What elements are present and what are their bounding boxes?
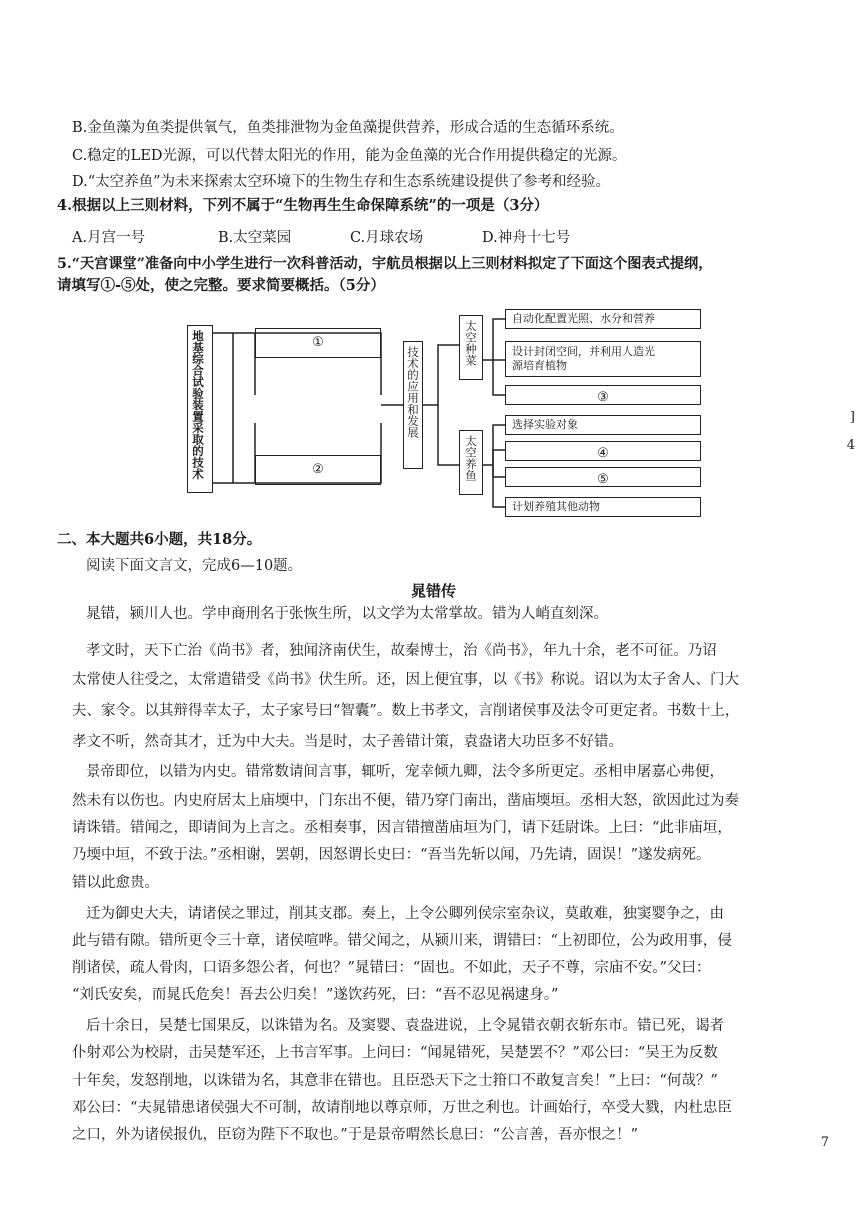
- q4-option-c: C.月球农场: [350, 230, 424, 246]
- q5-stem-line2: 请填写①-⑤处，使之完整。要求简要概括。（5分）: [57, 277, 385, 294]
- passage-line: 夫、家令。以其辩得幸太子，太子家号曰“智囊”。数上书孝文，言削诸侯事及法令可更定者。书数十上，: [72, 703, 740, 719]
- diagram-blank-4: [505, 441, 701, 461]
- q5-stem-line1: 5.“天宫课堂”准备向中小学生进行一次科普活动，宇航员根据以上三则材料拟定了下面这个图表式提纲，: [57, 256, 713, 272]
- diagram-blank-4-label: ④: [597, 446, 609, 461]
- passage-line: 邓公曰：“夫晁错患诸侯强大不可制，故请削地以尊京师，万世之利也。计画始行，卒受大戮，内杜忠臣: [72, 1100, 732, 1116]
- diagram-top-item-1-label: 自动化配置光照、水分和营养: [512, 312, 655, 325]
- passage-line: 削诸侯，疏人骨肉，口语多怨公者，何也？”晁错曰：“固也。不如此，天子不尊，宗庙不安。”父曰：: [72, 960, 711, 976]
- diagram-branch-bottom: [459, 430, 483, 495]
- q3-option-c: C.稳定的LED光源，可以代替太阳光的作用，能为金鱼藻的光合作用提供稳定的光源。: [72, 148, 627, 164]
- outline-diagram: [183, 305, 703, 520]
- diagram-branch-top: [459, 315, 483, 380]
- q4-option-a: A.月宫一号: [72, 230, 146, 246]
- page-number: 7: [820, 1135, 829, 1150]
- passage-line: 后十余日，吴楚七国果反，以诛错为名。及窦婴、袁盎进说，上令晁错衣朝衣斩东市。错已死，谒者: [86, 1018, 724, 1034]
- section2-instruction: 阅读下面文言文，完成6—10题。: [86, 558, 303, 574]
- passage-line: 之口，外为诸侯报仇，臣窃为陛下不取也。”于是景帝喟然长息曰：“公言善，吾亦恨之！”: [72, 1127, 638, 1143]
- q4-stem: 4.根据以上三则材料，下列不属于“生物再生生命保障系统”的一项是（3分）: [57, 197, 549, 214]
- passage-title: 晁错传: [410, 582, 456, 600]
- passage-line: “刘氏安矣，而晁氏危矣！吾去公归矣！”遂饮药死，曰：“吾不忍见祸逮身。”: [72, 987, 559, 1003]
- diagram-blank-5-label: ⑤: [597, 472, 609, 487]
- diagram-blank-5: [505, 467, 701, 487]
- diagram-center-label: 技术的应用和发展: [406, 346, 420, 438]
- q3-option-b: B.金鱼藻为鱼类提供氧气，鱼类排泄物为金鱼藻提供营养，形成合适的生态循环系统。: [72, 120, 624, 136]
- passage-line: 仆射邓公为校尉，击吴楚军还，上书言军事。上问曰：“闻晁错死，吴楚罢不？”邓公曰：“吴王为反数: [72, 1045, 718, 1061]
- passage-line: 错以此愈贵。: [72, 875, 159, 891]
- edge-mark: 4: [846, 438, 855, 453]
- diagram-blank-3: [505, 385, 701, 405]
- passage-line: 此与错有隙。错所更令三十章，诸侯喧哗。错父闻之，从颍川来，谓错曰：“上初即位，公为政用事，侵: [72, 933, 732, 949]
- passage-line: 孝文时，天下亡治《尚书》者，独闻济南伏生，故秦博士，治《尚书》，年九十余，老不可征。乃诏: [86, 643, 717, 659]
- diagram-bottom-item-1-label: 选择实验对象: [512, 418, 578, 431]
- edge-mark: ]: [849, 410, 855, 425]
- passage-line: 太常使人往受之，太常遣错受《尚书》伏生所。还，因上便宜事，以《书》称说。诏以为太子舍人、门大: [72, 672, 739, 688]
- diagram-top-item-2: [505, 341, 701, 377]
- passage-line: 然未有以伤也。内史府居太上庙堧中，门东出不便，错乃穿门南出，凿庙堧垣。丞相大怒，欲因此过为奏: [72, 793, 739, 809]
- diagram-blank-1-label: ①: [312, 335, 324, 350]
- passage-line: 十年矣，发怒削地，以诛错为名，其意非在错也。且臣恐天下之士箝口不敢复言矣！”上曰：“何哉？”: [72, 1073, 718, 1089]
- diagram-root-label: 地基综合试验装置采取的技术: [191, 330, 205, 480]
- q4-option-b: B.太空菜园: [218, 230, 292, 246]
- passage-line: 景帝即位，以错为内史。错常数请间言事，辄听，宠幸倾九卿，法令多所更定。丞相申屠嘉心弗便，: [86, 764, 724, 780]
- diagram-blank-1: [255, 328, 381, 358]
- diagram-root-box: [187, 325, 213, 493]
- diagram-branch-bottom-label: 太空养鱼: [464, 435, 478, 481]
- diagram-center-box: [403, 341, 423, 469]
- diagram-bottom-item-1: [505, 415, 701, 435]
- diagram-blank-2: [255, 455, 381, 485]
- section2-header: 二、本大题共6小题，共18分。: [57, 531, 262, 548]
- diagram-bottom-item-4: [505, 497, 701, 517]
- passage-line: 晁错，颍川人也。学申商刑名于张恢生所，以文学为太常掌故。错为人峭直刻深。: [86, 606, 608, 622]
- passage-line: 请诛错。错闻之，即请间为上言之。丞相奏事，因言错擅凿庙垣为门，请下廷尉诛。上曰：“此非庙垣，: [72, 820, 732, 836]
- diagram-bottom-item-4-label: 计划养殖其他动物: [512, 500, 600, 513]
- passage-line: 乃堧中垣，不致于法。”丞相谢，罢朝，因怒谓长史曰：“吾当先斩以闻，乃先请，固误！”遂发病死。: [72, 847, 711, 863]
- diagram-branch-top-label: 太空种菜: [464, 320, 478, 366]
- passage-line: 迁为御史大夫，请诸侯之罪过，削其支郡。奏上，上令公卿列侯宗室杂议，莫敢难，独窦婴争之，由: [86, 906, 724, 922]
- diagram-blank-3-label: ③: [597, 390, 609, 405]
- passage-line: 孝文不听，然奇其才，迁为中大夫。当是时，太子善错计策，袁盎诸大功臣多不好错。: [72, 734, 623, 750]
- q4-option-d: D.神舟十七号: [482, 230, 571, 246]
- q3-option-d: D.“太空养鱼”为未来探索太空环境下的生物生存和生态系统建设提供了参考和经验。: [72, 174, 611, 190]
- diagram-top-item-1: [505, 309, 701, 329]
- diagram-top-item-2-label: 设计封闭空间，并利用人造光源培育植物: [512, 345, 655, 372]
- diagram-blank-2-label: ②: [312, 462, 324, 477]
